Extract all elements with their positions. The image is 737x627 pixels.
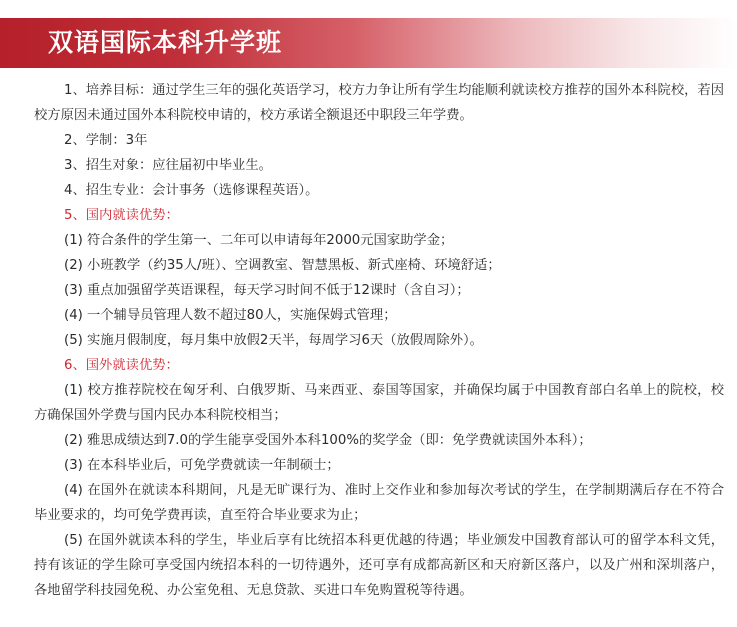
domestic-advantage-item: (1) 符合条件的学生第一、二年可以申请每年2000元国家助学金； [64,233,454,248]
abroad-advantages-heading: 6、国外就读优势： [64,358,179,373]
schooling-length-paragraph: 2、学制：3年 [64,133,148,148]
abroad-advantage-item: (4) 在国外在就读本科期间，凡是无旷课行为、准时上交作业和参加每次考试的学生，在学制期满后存在不符合毕业要求的，均可免学费再读，直至符合毕业要求为止； [34,483,724,523]
domestic-advantage-item: (3) 重点加强留学英语课程，每天学习时间不低于12课时（含自习）； [64,283,470,298]
domestic-advantage-item: (2) 小班教学（约35人/班）、空调教室、智慧黑板、新式座椅、环境舒适； [64,258,501,273]
page-title: 双语国际本科升学班 [48,28,283,57]
article-body [34,78,724,603]
abroad-advantage-item: (3) 在本科毕业后，可免学费就读一年制硕士； [64,458,340,473]
major-paragraph: 4、招生专业：会计事务（选修课程英语）。 [64,183,319,198]
abroad-advantage-item: (2) 雅思成绩达到7.0的学生能享受国外本科100%的奖学金（即：免学费就读国外本科）； [64,433,592,448]
abroad-advantage-item: (5) 在国外就读本科的学生，毕业后享有比统招本科更优越的待遇；毕业颁发中国教育部认可的留学本科文凭，持有该证的学生除可享受国内统招本科的一切待遇外，还可享有成都高新区和天府新区落户，以及广州和深圳落户，各地留学科技园免税、办公室免租、无息贷款、买进口车免购置税等待遇。 [34,533,724,598]
domestic-advantages-heading: 5、国内就读优势： [64,208,179,223]
domestic-advantage-item: (5) 实施月假制度，每月集中放假2天半，每周学习6天（放假周除外）。 [64,333,483,348]
abroad-advantage-item: (1) 校方推荐院校在匈牙利、白俄罗斯、马来西亚、泰国等国家，并确保均属于中国教育部白名单上的院校，校方确保国外学费与国内民办本科院校相当； [34,383,724,423]
domestic-advantage-item: (4) 一个辅导员管理人数不超过80人，实施保姆式管理； [64,308,397,323]
title-banner [0,18,737,68]
training-goal-paragraph: 1、培养目标：通过学生三年的强化英语学习，校方力争让所有学生均能顺利就读校方推荐的国外本科院校，若因校方原因未通过国外本科院校申请的，校方承诺全额退还中职段三年学费。 [34,83,725,123]
enrollment-target-paragraph: 3、招生对象：应往届初中毕业生。 [64,158,272,173]
